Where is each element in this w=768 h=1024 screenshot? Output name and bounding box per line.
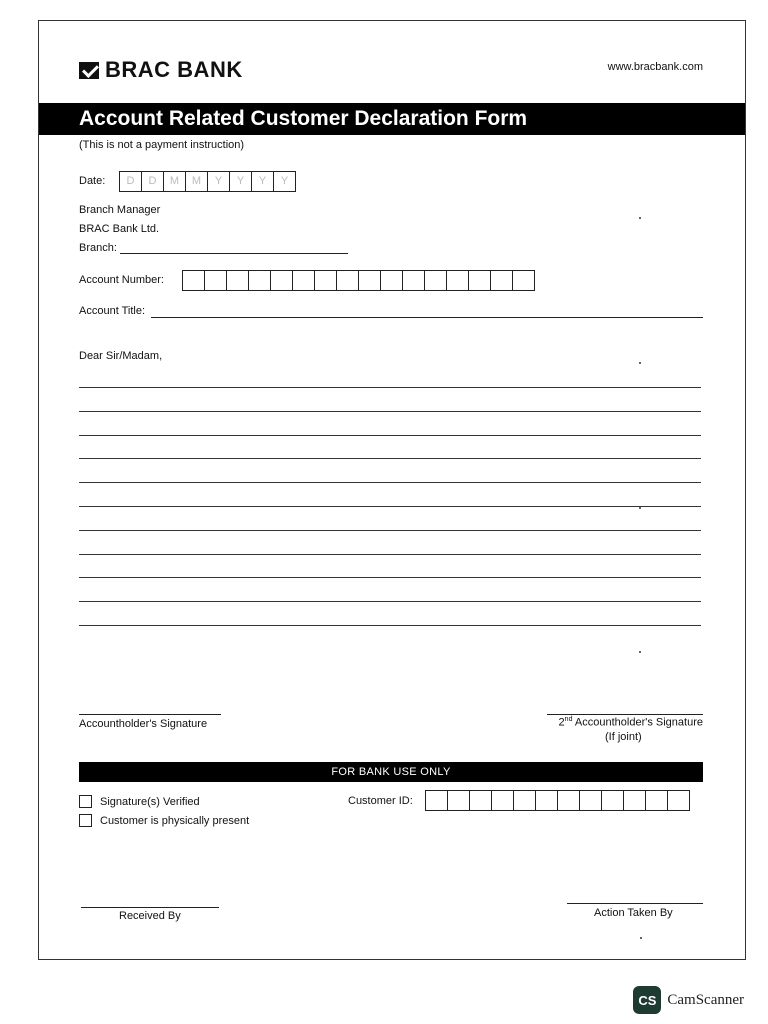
customer-id-digit-box[interactable] [623,790,646,811]
camscanner-watermark [633,986,744,1014]
scan-speck [639,217,641,219]
scan-speck [640,937,642,939]
account-number-digit-box[interactable] [402,270,425,291]
scan-speck [639,362,641,364]
letter-line[interactable] [79,577,701,578]
scan-speck [639,651,641,653]
brac-bank-logo [79,59,243,81]
date-input[interactable] [119,171,296,192]
account-number-digit-box[interactable] [204,270,227,291]
addressee-title: Branch Manager [79,204,161,216]
customer-id-digit-box[interactable] [425,790,448,811]
second-accountholder-signature-line[interactable] [547,714,703,715]
letter-line[interactable] [79,554,701,555]
second-accountholder-number: 2 [558,716,565,729]
account-number-digit-box[interactable] [490,270,513,291]
brand-name: BRAC BANK [105,57,243,82]
account-number-digit-box[interactable] [292,270,315,291]
customer-id-input[interactable] [425,790,690,811]
customer-id-digit-box[interactable] [557,790,580,811]
if-joint-note: (If joint) [605,731,642,743]
customer-id-label: Customer ID: [348,795,413,807]
account-number-digit-box[interactable] [336,270,359,291]
received-by-line[interactable] [81,907,219,908]
letter-line[interactable] [79,530,701,531]
action-taken-by-line[interactable] [567,903,703,904]
addressee-bank: BRAC Bank Ltd. [79,223,160,235]
letter-line[interactable] [79,458,701,459]
letter-line[interactable] [79,601,701,602]
ordinal-suffix: nd [564,716,573,723]
form-title: Account Related Customer Declaration Form [39,103,745,135]
accountholder-signature-line[interactable] [79,714,221,715]
second-accountholder-signature-label [559,716,703,729]
customer-id-digit-box[interactable] [645,790,668,811]
account-number-label: Account Number: [79,274,164,286]
account-title-label: Account Title: [79,305,146,317]
account-number-digit-box[interactable] [380,270,403,291]
form-note: (This is not a payment instruction) [79,139,245,151]
letter-line[interactable] [79,435,701,436]
account-number-digit-box[interactable] [270,270,293,291]
letter-line[interactable] [79,482,701,483]
date-digit-box[interactable]: Y [273,171,296,192]
brac-bank-logo-icon [79,62,99,79]
account-number-digit-box[interactable] [248,270,271,291]
customer-present-option[interactable] [79,814,249,827]
second-accountholder-text: Accountholder's Signature [574,716,703,729]
letter-line[interactable] [79,625,701,626]
website-url: www.bracbank.com [607,61,703,73]
scan-speck [639,507,641,509]
date-digit-box[interactable]: M [185,171,208,192]
date-label: Date: [79,175,106,187]
date-digit-box[interactable]: Y [207,171,230,192]
action-taken-by-label: Action Taken By [594,907,673,919]
letter-line[interactable] [79,506,701,507]
received-by-label: Received By [119,910,181,922]
customer-present-checkbox[interactable] [79,814,92,827]
camscanner-logo-icon: CS [633,986,661,1014]
account-number-digit-box[interactable] [424,270,447,291]
date-digit-box[interactable]: Y [251,171,274,192]
accountholder-signature-label: Accountholder's Signature [79,718,208,730]
customer-id-digit-box[interactable] [513,790,536,811]
branch-label: Branch: [79,242,117,254]
customer-id-digit-box[interactable] [579,790,602,811]
customer-id-digit-box[interactable] [667,790,690,811]
account-number-digit-box[interactable] [182,270,205,291]
account-number-digit-box[interactable] [468,270,491,291]
date-digit-box[interactable]: M [163,171,186,192]
account-number-input[interactable] [182,270,535,291]
date-digit-box[interactable]: Y [229,171,252,192]
signature-verified-label: Signature(s) Verified [100,795,200,808]
branch-field[interactable] [120,253,348,254]
customer-id-digit-box[interactable] [535,790,558,811]
customer-id-digit-box[interactable] [491,790,514,811]
customer-id-digit-box[interactable] [447,790,470,811]
date-digit-box[interactable]: D [141,171,164,192]
bank-use-heading: FOR BANK USE ONLY [79,762,703,782]
customer-id-digit-box[interactable] [601,790,624,811]
letter-line[interactable] [79,387,701,388]
customer-present-label: Customer is physically present [100,814,250,827]
letter-line[interactable] [79,411,701,412]
signature-verified-checkbox[interactable] [79,795,92,808]
account-title-field[interactable] [151,317,703,318]
account-number-digit-box[interactable] [512,270,535,291]
account-number-digit-box[interactable] [314,270,337,291]
declaration-form-page [38,20,746,960]
account-number-digit-box[interactable] [226,270,249,291]
account-number-digit-box[interactable] [358,270,381,291]
date-digit-box[interactable]: D [119,171,142,192]
salutation: Dear Sir/Madam, [79,350,163,362]
account-number-digit-box[interactable] [446,270,469,291]
camscanner-text: CamScanner [667,991,744,1008]
customer-id-digit-box[interactable] [469,790,492,811]
signature-verified-option[interactable] [79,795,200,808]
